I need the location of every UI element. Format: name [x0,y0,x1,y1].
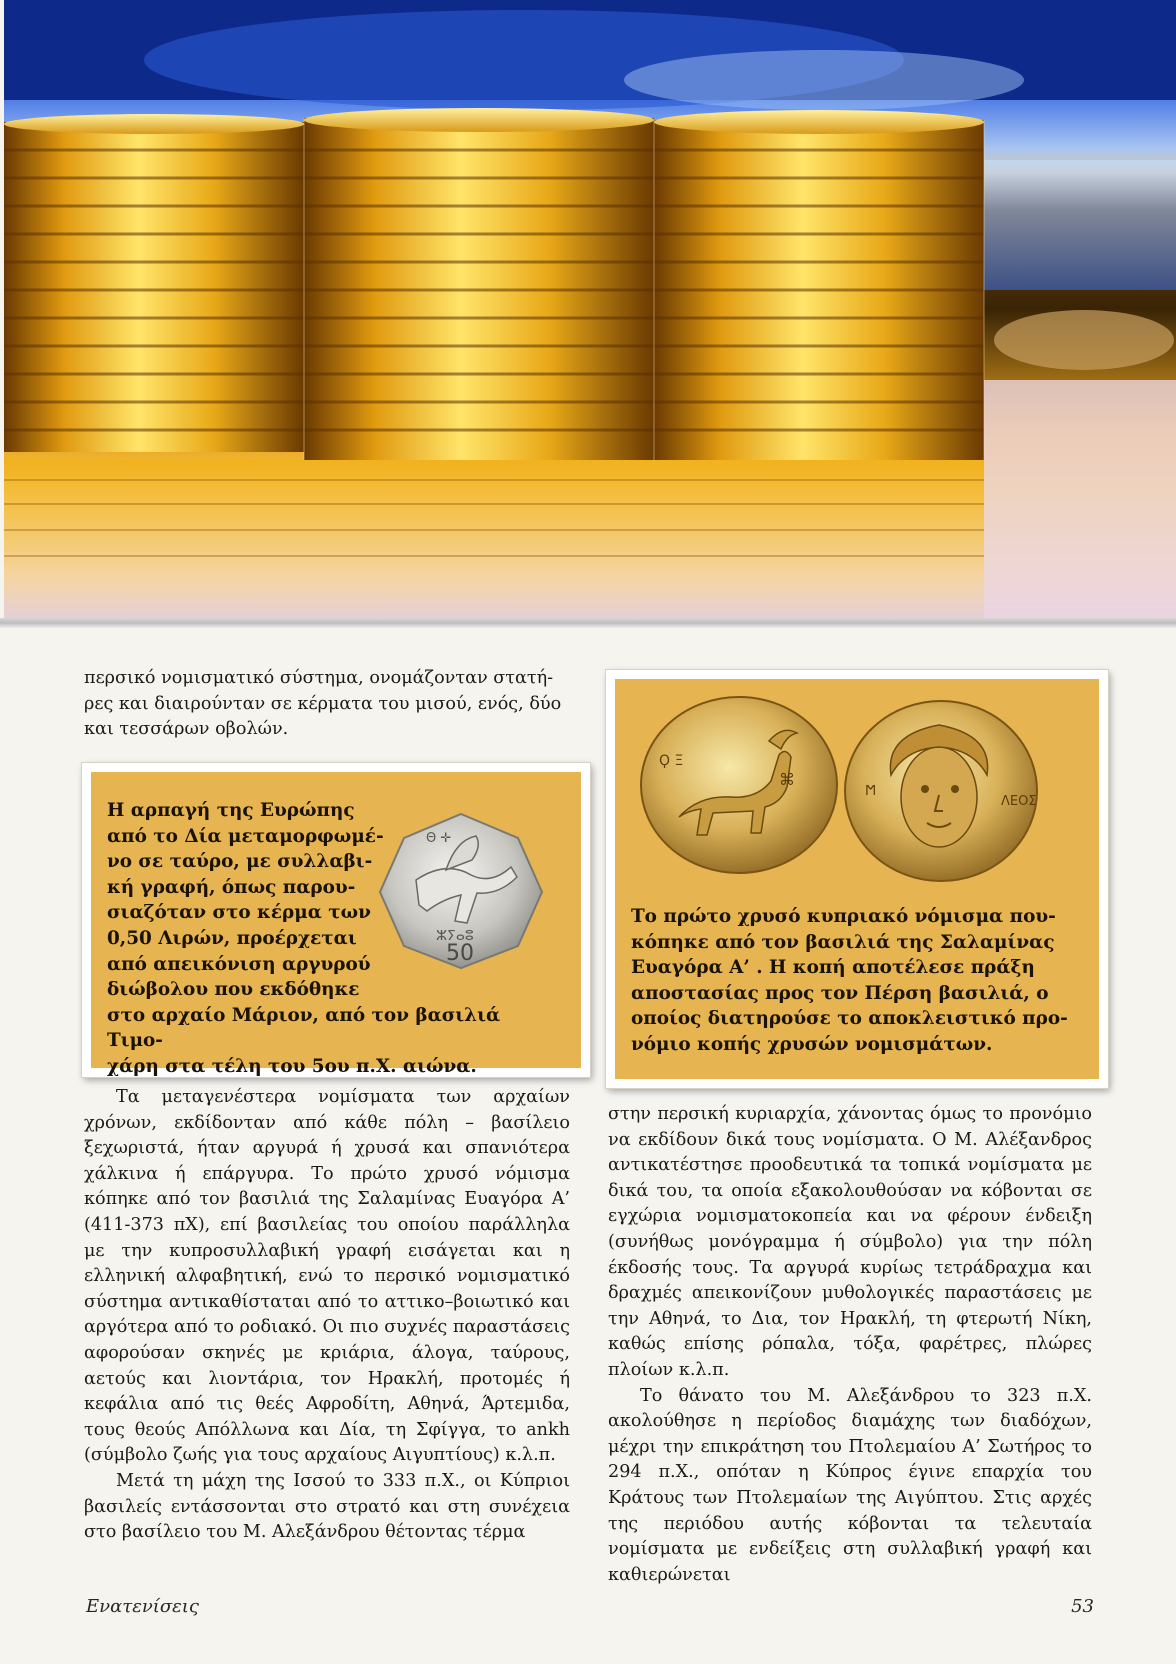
svg-text:ⵣⵢⴰⵓ: ⵣⵢⴰⵓ [436,928,474,944]
caption-line: νόμιο κοπής χρυσών νομισμάτων. [631,1033,993,1055]
caption-line: σιαζόταν στο κέρμα των [107,902,371,924]
caption-line: οποίος διατηρούσε το αποκλειστικό προ- [631,1008,1068,1030]
gold-coin-stacks-illustration [4,0,1176,618]
caption-line: κή γραφή, όπως παρου- [107,876,356,898]
body-paragraph: Τα μεταγενέστερα νομίσματα των αρχαίων χρόνων, εκδίδονταν από κάθε πόλη – βασίλειο ξεχωριστά, ήταν αργυρά ή χρυσά και σπανιότερα χάλκινα ή επάργυρα. Το πρώτο χρυσό νόμισμα κόπηκε από τον βασιλιά της Σαλαμίνας Ευαγόρα Α’ (411-373 πΧ), επί βασιλείας του οποίου παράλληλα με την κυπροσυλλαβική γραφή εισάγεται και η ελληνική αλφαβητική, ενώ το περσικό νομισματικό σύστημα αντικαθίσταται από το αττικο–βοιωτικό και αργότερα από το ροδιακό. Οι πιο συχνές παραστάσεις αφορούσαν σκηνές με κριάρια, άλογα, ταύρους, αετούς και λιοντάρια, τον Ηρακλή, προτομές ή κεφάλια από τις θεές Αφροδίτη, Αθηνά, Άρτεμιδα, τους θεούς Απόλλωνα και Δία, τη Σφίγγα, το ankh (σύμβολο ζωής για τους αρχαίους Αιγυπτίους) κ.λ.π. [84,1087,570,1466]
caption-line: χάρη στα τέλη του 5ου π.Χ. αιώνα. [107,1055,477,1077]
caption-line: 0,50 Λιρών, προέρχεται [107,927,357,949]
caption-line: κόπηκε από τον βασιλιά της Σαλαμίνας [631,931,1055,953]
europa-caption [107,798,547,1080]
hero-photo [4,0,1176,618]
caption-line: από απεικόνιση αργυρού [107,953,371,975]
coin-value: 50 [446,941,474,966]
right-column-bottom-text [608,1102,1092,1588]
caption-line: στο αρχαίο Μάριον, από τον βασιλιά Τιμο- [107,1004,501,1052]
body-paragraph: Μετά τη μάχη της Ισσού το 333 π.Χ., οι Κύπριοι βασιλείς εντάσσονται στο στρατό και στη συνέχεια στο βασίλειο του Μ. Αλεξάνδρου θέτοντας τέρμα [84,1470,570,1543]
caption-line: νο σε ταύρο, με συλλαβι- [107,851,373,873]
caption-line: αποστασίας προς τον Πέρση βασιλιά, ο [631,982,1049,1004]
left-column-bottom-text [84,1085,570,1546]
caption-line: από το Δία μεταμορφωμέ- [107,825,384,847]
caption-line: Η αρπαγή της Ευρώπης [107,800,355,821]
caption-line: διώβολου που εκδόθηκε [107,979,360,1001]
caption-line: Το πρώτο χρυσό κυπριακό νόμισμα που- [631,906,1056,927]
body-paragraph: στην περσική κυριαρχία, χάνοντας όμως το προνόμιο να εκδίδουν δικά τους νομίσματα. Ο Μ. Αλέξανδρος αντικατέστησε προοδευτικά τα τοπικά νομίσματα με δικά του, τα οποία εξακολουθούσαν να κόβονται σε εγχώρια νομισματοκοπεία και να φέρουν ένδειξη (συνήθως μονόγραμμα ή σύμβολο) για την πόλη έκδοσής τους. Τα αργυρά κυρίως τετράδραχμα και δραχμές απεικονίζουν μυθολογικές παραστάσεις με την Αθηνά, το Δια, τον Ηρακλή, τη φτερωτή Νίκη, καθώς επίσης ρόπαλα, τόξα, φαρέτρες, πλώρες πλοίων κ.λ.π. [608,1104,1092,1380]
hero-divider [0,618,1176,628]
salamis-caption-box [606,670,1108,1088]
caption-line: Ευαγόρα Α’ . Η κοπή αποτέλεσε πράξη [631,957,1035,979]
text-line: ρες και διαιρούνταν σε κέρματα του μισού, ενός, δύο [84,693,562,714]
svg-text:ΛΕΟΣ: ΛΕΟΣ [1001,794,1037,809]
body-paragraph: Το θάνατο του Μ. Αλεξάνδρου το 323 π.Χ. ακολούθησε η περίοδος διαμάχης των διαδόχων, μέχρι την επικράτηση του Πτολεμαίου Α’ Σωτήρος το 294 π.Χ., οπόταν η Κύπρος έγινε επαρχία του Κράτους των Πτολεμαίων της Αιγύπτου. Στις αρχές της περιόδου αυτής κόβονται τα τελευταία νομίσματα με ενδείξεις στη συλλαβική γραφή και καθιερώνεται [608,1385,1092,1585]
svg-text:⌘: ⌘ [779,770,795,789]
text-line: περσικό νομισματικό σύστημα, ονομάζονταν στατή- [84,668,554,688]
europa-caption-box [82,763,590,1077]
page-number: 53 [1071,1596,1094,1617]
left-column-top-text [84,666,570,743]
svg-text:Ϻ: Ϻ [865,784,877,799]
magazine-title: Ενατενίσεις [86,1596,199,1617]
text-line: και τεσσάρων οβολών. [84,719,289,740]
svg-text:Ϙ Ξ: Ϙ Ξ [659,753,684,769]
salamis-caption [631,904,1071,1058]
svg-text:Θ ✛: Θ ✛ [426,831,452,846]
ancient-gold-coins-image [629,685,1079,895]
